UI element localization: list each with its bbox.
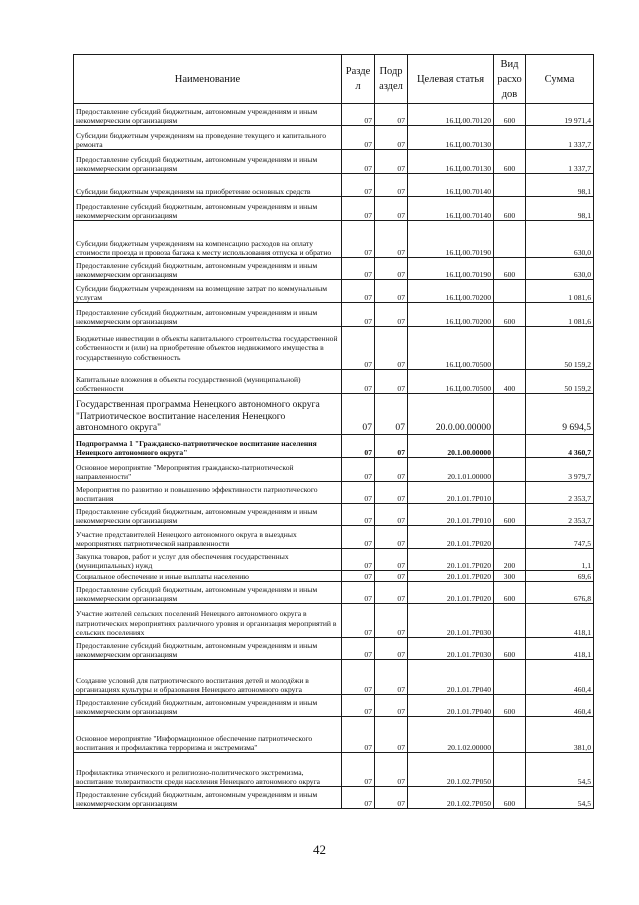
row-section: 07 [342, 327, 375, 370]
row-subsection: 07 [375, 258, 408, 280]
row-name: Предоставление субсидий бюджетным, автономным учреждениям и иным некоммерческим организациям [74, 197, 342, 221]
row-section: 07 [342, 717, 375, 753]
row-subsection: 07 [375, 571, 408, 582]
row-kind [494, 221, 526, 258]
row-section: 07 [342, 482, 375, 504]
row-target: 20.0.00.00000 [408, 394, 494, 435]
row-subsection: 07 [375, 660, 408, 695]
row-name: Основное мероприятие "Информационное обеспечение патриотического воспитания и профилактика терроризма и экстремизма" [74, 717, 342, 753]
row-section: 07 [342, 753, 375, 787]
row-kind [494, 394, 526, 435]
row-section: 07 [342, 549, 375, 571]
row-kind [494, 753, 526, 787]
row-name: Участие представителей Ненецкого автономного округа в выездных мероприятиях патриотической направленности [74, 526, 342, 549]
row-kind [494, 458, 526, 482]
row-name: Государственная программа Ненецкого автономного округа "Патриотическое воспитание населения Ненецкого автономного округа" [74, 394, 342, 435]
row-subsection: 07 [375, 638, 408, 660]
row-target: 16.Ц.00.70190 [408, 258, 494, 280]
row-subsection: 07 [375, 370, 408, 394]
table-body [74, 104, 594, 809]
row-subsection: 07 [375, 458, 408, 482]
table-row [74, 695, 594, 717]
row-section: 07 [342, 303, 375, 327]
row-section: 07 [342, 526, 375, 549]
row-name: Предоставление субсидий бюджетным, автономным учреждениям и иным некоммерческим организациям [74, 504, 342, 526]
row-section: 07 [342, 280, 375, 303]
table-row [74, 604, 594, 638]
row-kind [494, 717, 526, 753]
row-subsection: 07 [375, 126, 408, 150]
table-row [74, 787, 594, 809]
row-kind: 600 [494, 258, 526, 280]
row-kind: 200 [494, 549, 526, 571]
row-sum: 381,0 [526, 717, 594, 753]
row-target: 20.1.01.7Р030 [408, 638, 494, 660]
row-kind [494, 174, 526, 197]
table-row [74, 370, 594, 394]
row-section: 07 [342, 660, 375, 695]
header-subsection: Подр аздел [375, 55, 408, 104]
row-target: 16.Ц.00.70120 [408, 104, 494, 126]
row-section: 07 [342, 150, 375, 174]
row-name: Участие жителей сельских поселений Ненецкого автономного округа в патриотических мероприятиях различного уровня и организация мероприятий в сельских поселениях [74, 604, 342, 638]
row-sum: 676,8 [526, 582, 594, 604]
row-sum: 54,5 [526, 787, 594, 809]
table-row [74, 717, 594, 753]
row-kind: 600 [494, 504, 526, 526]
row-subsection: 07 [375, 394, 408, 435]
table-row [74, 660, 594, 695]
row-sum: 4 360,7 [526, 435, 594, 458]
row-kind: 600 [494, 695, 526, 717]
row-subsection: 07 [375, 482, 408, 504]
row-name: Социальное обеспечение и иные выплаты населению [74, 571, 342, 582]
row-name: Предоставление субсидий бюджетным, автономным учреждениям и иным некоммерческим организациям [74, 695, 342, 717]
row-name: Профилактика этнического и религиозно-политического экстремизма, воспитание толерантности среди населения Ненецкого автономного округа [74, 753, 342, 787]
row-subsection: 07 [375, 221, 408, 258]
row-sum: 460,4 [526, 695, 594, 717]
row-section: 07 [342, 126, 375, 150]
row-sum: 98,1 [526, 197, 594, 221]
row-section: 07 [342, 197, 375, 221]
row-sum: 630,0 [526, 258, 594, 280]
table-row [74, 280, 594, 303]
row-name: Предоставление субсидий бюджетным, автономным учреждениям и иным некоммерческим организациям [74, 303, 342, 327]
row-target: 20.1.01.7Р020 [408, 549, 494, 571]
row-target: 16.Ц.00.70500 [408, 370, 494, 394]
row-sum: 9 694,5 [526, 394, 594, 435]
row-target: 16.Ц.00.70200 [408, 303, 494, 327]
row-kind: 600 [494, 303, 526, 327]
row-kind [494, 604, 526, 638]
row-target: 20.1.02.00000 [408, 717, 494, 753]
row-kind: 600 [494, 150, 526, 174]
row-sum: 69,6 [526, 571, 594, 582]
row-target: 16.Ц.00.70500 [408, 327, 494, 370]
row-section: 07 [342, 104, 375, 126]
row-kind: 300 [494, 571, 526, 582]
row-section: 07 [342, 258, 375, 280]
row-subsection: 07 [375, 327, 408, 370]
row-section: 07 [342, 695, 375, 717]
row-kind [494, 435, 526, 458]
row-sum: 19 971,4 [526, 104, 594, 126]
row-name: Субсидии бюджетным учреждениям на проведение текущего и капитального ремонта [74, 126, 342, 150]
row-name: Подпрограмма 1 "Гражданско-патриотическое воспитание населения Ненецкого автономного округа" [74, 435, 342, 458]
row-target: 20.1.01.7Р020 [408, 582, 494, 604]
row-sum: 1 081,6 [526, 303, 594, 327]
table-row [74, 197, 594, 221]
header-section: Разде л [342, 55, 375, 104]
header-target: Целевая статья [408, 55, 494, 104]
row-subsection: 07 [375, 104, 408, 126]
row-kind: 400 [494, 370, 526, 394]
row-target: 20.1.01.7Р020 [408, 526, 494, 549]
row-subsection: 07 [375, 280, 408, 303]
row-name: Предоставление субсидий бюджетным, автономным учреждениям и иным некоммерческим организациям [74, 638, 342, 660]
row-target: 16.Ц.00.70200 [408, 280, 494, 303]
row-name: Создание условий для патриотического воспитания детей и молодёжи в организациях культуры и образования Ненецкого автономного округа [74, 660, 342, 695]
row-sum: 98,1 [526, 174, 594, 197]
row-name: Предоставление субсидий бюджетным, автономным учреждениям и иным некоммерческим организациям [74, 258, 342, 280]
row-target: 20.1.01.7Р040 [408, 695, 494, 717]
table-row [74, 458, 594, 482]
row-name: Мероприятия по развитию и повышению эффективности патриотического воспитания [74, 482, 342, 504]
row-target: 20.1.02.7Р050 [408, 787, 494, 809]
row-target: 20.1.01.7Р040 [408, 660, 494, 695]
row-name: Предоставление субсидий бюджетным, автономным учреждениям и иным некоммерческим организациям [74, 104, 342, 126]
row-sum: 418,1 [526, 638, 594, 660]
row-name: Капитальные вложения в объекты государственной (муниципальной) собственности [74, 370, 342, 394]
table-row [74, 638, 594, 660]
table-row [74, 258, 594, 280]
row-target: 20.1.00.00000 [408, 435, 494, 458]
header-kind: Вид расхо дов [494, 55, 526, 104]
row-kind [494, 660, 526, 695]
row-sum: 1 081,6 [526, 280, 594, 303]
table-row [74, 104, 594, 126]
row-name: Субсидии бюджетным учреждениям на компенсацию расходов на оплату стоимости проезда и провоза багажа к месту использования отпуска и обратно [74, 221, 342, 258]
row-kind [494, 327, 526, 370]
table-row [74, 504, 594, 526]
row-subsection: 07 [375, 582, 408, 604]
row-sum: 1 337,7 [526, 126, 594, 150]
table-row [74, 753, 594, 787]
row-target: 20.1.01.7Р010 [408, 504, 494, 526]
row-section: 07 [342, 435, 375, 458]
row-target: 16.Ц.00.70190 [408, 221, 494, 258]
row-section: 07 [342, 394, 375, 435]
row-section: 07 [342, 221, 375, 258]
row-name: Предоставление субсидий бюджетным, автономным учреждениям и иным некоммерческим организациям [74, 787, 342, 809]
row-kind: 600 [494, 582, 526, 604]
row-target: 20.1.01.7Р010 [408, 482, 494, 504]
row-kind [494, 526, 526, 549]
row-section: 07 [342, 582, 375, 604]
row-sum: 1,1 [526, 549, 594, 571]
row-subsection: 07 [375, 303, 408, 327]
table-row [74, 482, 594, 504]
table-row [74, 126, 594, 150]
row-name: Предоставление субсидий бюджетным, автономным учреждениям и иным некоммерческим организациям [74, 582, 342, 604]
row-sum: 460,4 [526, 660, 594, 695]
row-sum: 747,5 [526, 526, 594, 549]
row-kind [494, 482, 526, 504]
row-subsection: 07 [375, 150, 408, 174]
row-name: Субсидии бюджетным учреждениям на возмещение затрат по коммунальным услугам [74, 280, 342, 303]
table-row [74, 571, 594, 582]
row-sum: 54,5 [526, 753, 594, 787]
row-kind [494, 126, 526, 150]
row-name: Предоставление субсидий бюджетным, автономным учреждениям и иным некоммерческим организациям [74, 150, 342, 174]
table-row [74, 150, 594, 174]
row-subsection: 07 [375, 549, 408, 571]
row-kind: 600 [494, 787, 526, 809]
row-section: 07 [342, 787, 375, 809]
budget-table [73, 54, 594, 809]
row-kind: 600 [494, 197, 526, 221]
row-kind: 600 [494, 638, 526, 660]
row-target: 20.1.01.7Р020 [408, 571, 494, 582]
row-subsection: 07 [375, 787, 408, 809]
table-row [74, 327, 594, 370]
row-subsection: 07 [375, 604, 408, 638]
row-sum: 1 337,7 [526, 150, 594, 174]
row-kind: 600 [494, 104, 526, 126]
row-subsection: 07 [375, 526, 408, 549]
table-header-row [74, 55, 594, 104]
row-subsection: 07 [375, 717, 408, 753]
row-target: 16.Ц.00.70140 [408, 174, 494, 197]
row-target: 20.1.01.00000 [408, 458, 494, 482]
table-row [74, 582, 594, 604]
table-row [74, 435, 594, 458]
row-target: 16.Ц.00.70130 [408, 126, 494, 150]
row-section: 07 [342, 638, 375, 660]
row-section: 07 [342, 174, 375, 197]
row-subsection: 07 [375, 753, 408, 787]
row-subsection: 07 [375, 197, 408, 221]
table-row [74, 549, 594, 571]
row-target: 16.Ц.00.70130 [408, 150, 494, 174]
row-subsection: 07 [375, 435, 408, 458]
row-target: 16.Ц.00.70140 [408, 197, 494, 221]
row-name: Субсидии бюджетным учреждениям на приобретение основных средств [74, 174, 342, 197]
row-sum: 3 979,7 [526, 458, 594, 482]
table-row [74, 394, 594, 435]
row-sum: 2 353,7 [526, 504, 594, 526]
row-section: 07 [342, 504, 375, 526]
table-row [74, 174, 594, 197]
row-section: 07 [342, 458, 375, 482]
row-subsection: 07 [375, 504, 408, 526]
row-sum: 50 159,2 [526, 370, 594, 394]
table-row [74, 526, 594, 549]
row-target: 20.1.02.7Р050 [408, 753, 494, 787]
row-sum: 630,0 [526, 221, 594, 258]
table-row [74, 303, 594, 327]
header-name: Наименование [74, 55, 342, 104]
row-target: 20.1.01.7Р030 [408, 604, 494, 638]
row-name: Закупка товаров, работ и услуг для обеспечения государственных (муниципальных) нужд [74, 549, 342, 571]
row-kind [494, 280, 526, 303]
table-row [74, 221, 594, 258]
row-sum: 50 159,2 [526, 327, 594, 370]
row-name: Бюджетные инвестиции в объекты капитального строительства государственной собственности и (или) на приобретение объектов недвижимого имущества в государственную собственность [74, 327, 342, 370]
row-section: 07 [342, 604, 375, 638]
row-section: 07 [342, 571, 375, 582]
header-sum: Сумма [526, 55, 594, 104]
row-subsection: 07 [375, 695, 408, 717]
row-sum: 2 353,7 [526, 482, 594, 504]
row-subsection: 07 [375, 174, 408, 197]
row-section: 07 [342, 370, 375, 394]
row-sum: 418,1 [526, 604, 594, 638]
page-number: 42 [313, 842, 326, 857]
row-name: Основное мероприятие "Мероприятия гражданско-патриотической направленности" [74, 458, 342, 482]
